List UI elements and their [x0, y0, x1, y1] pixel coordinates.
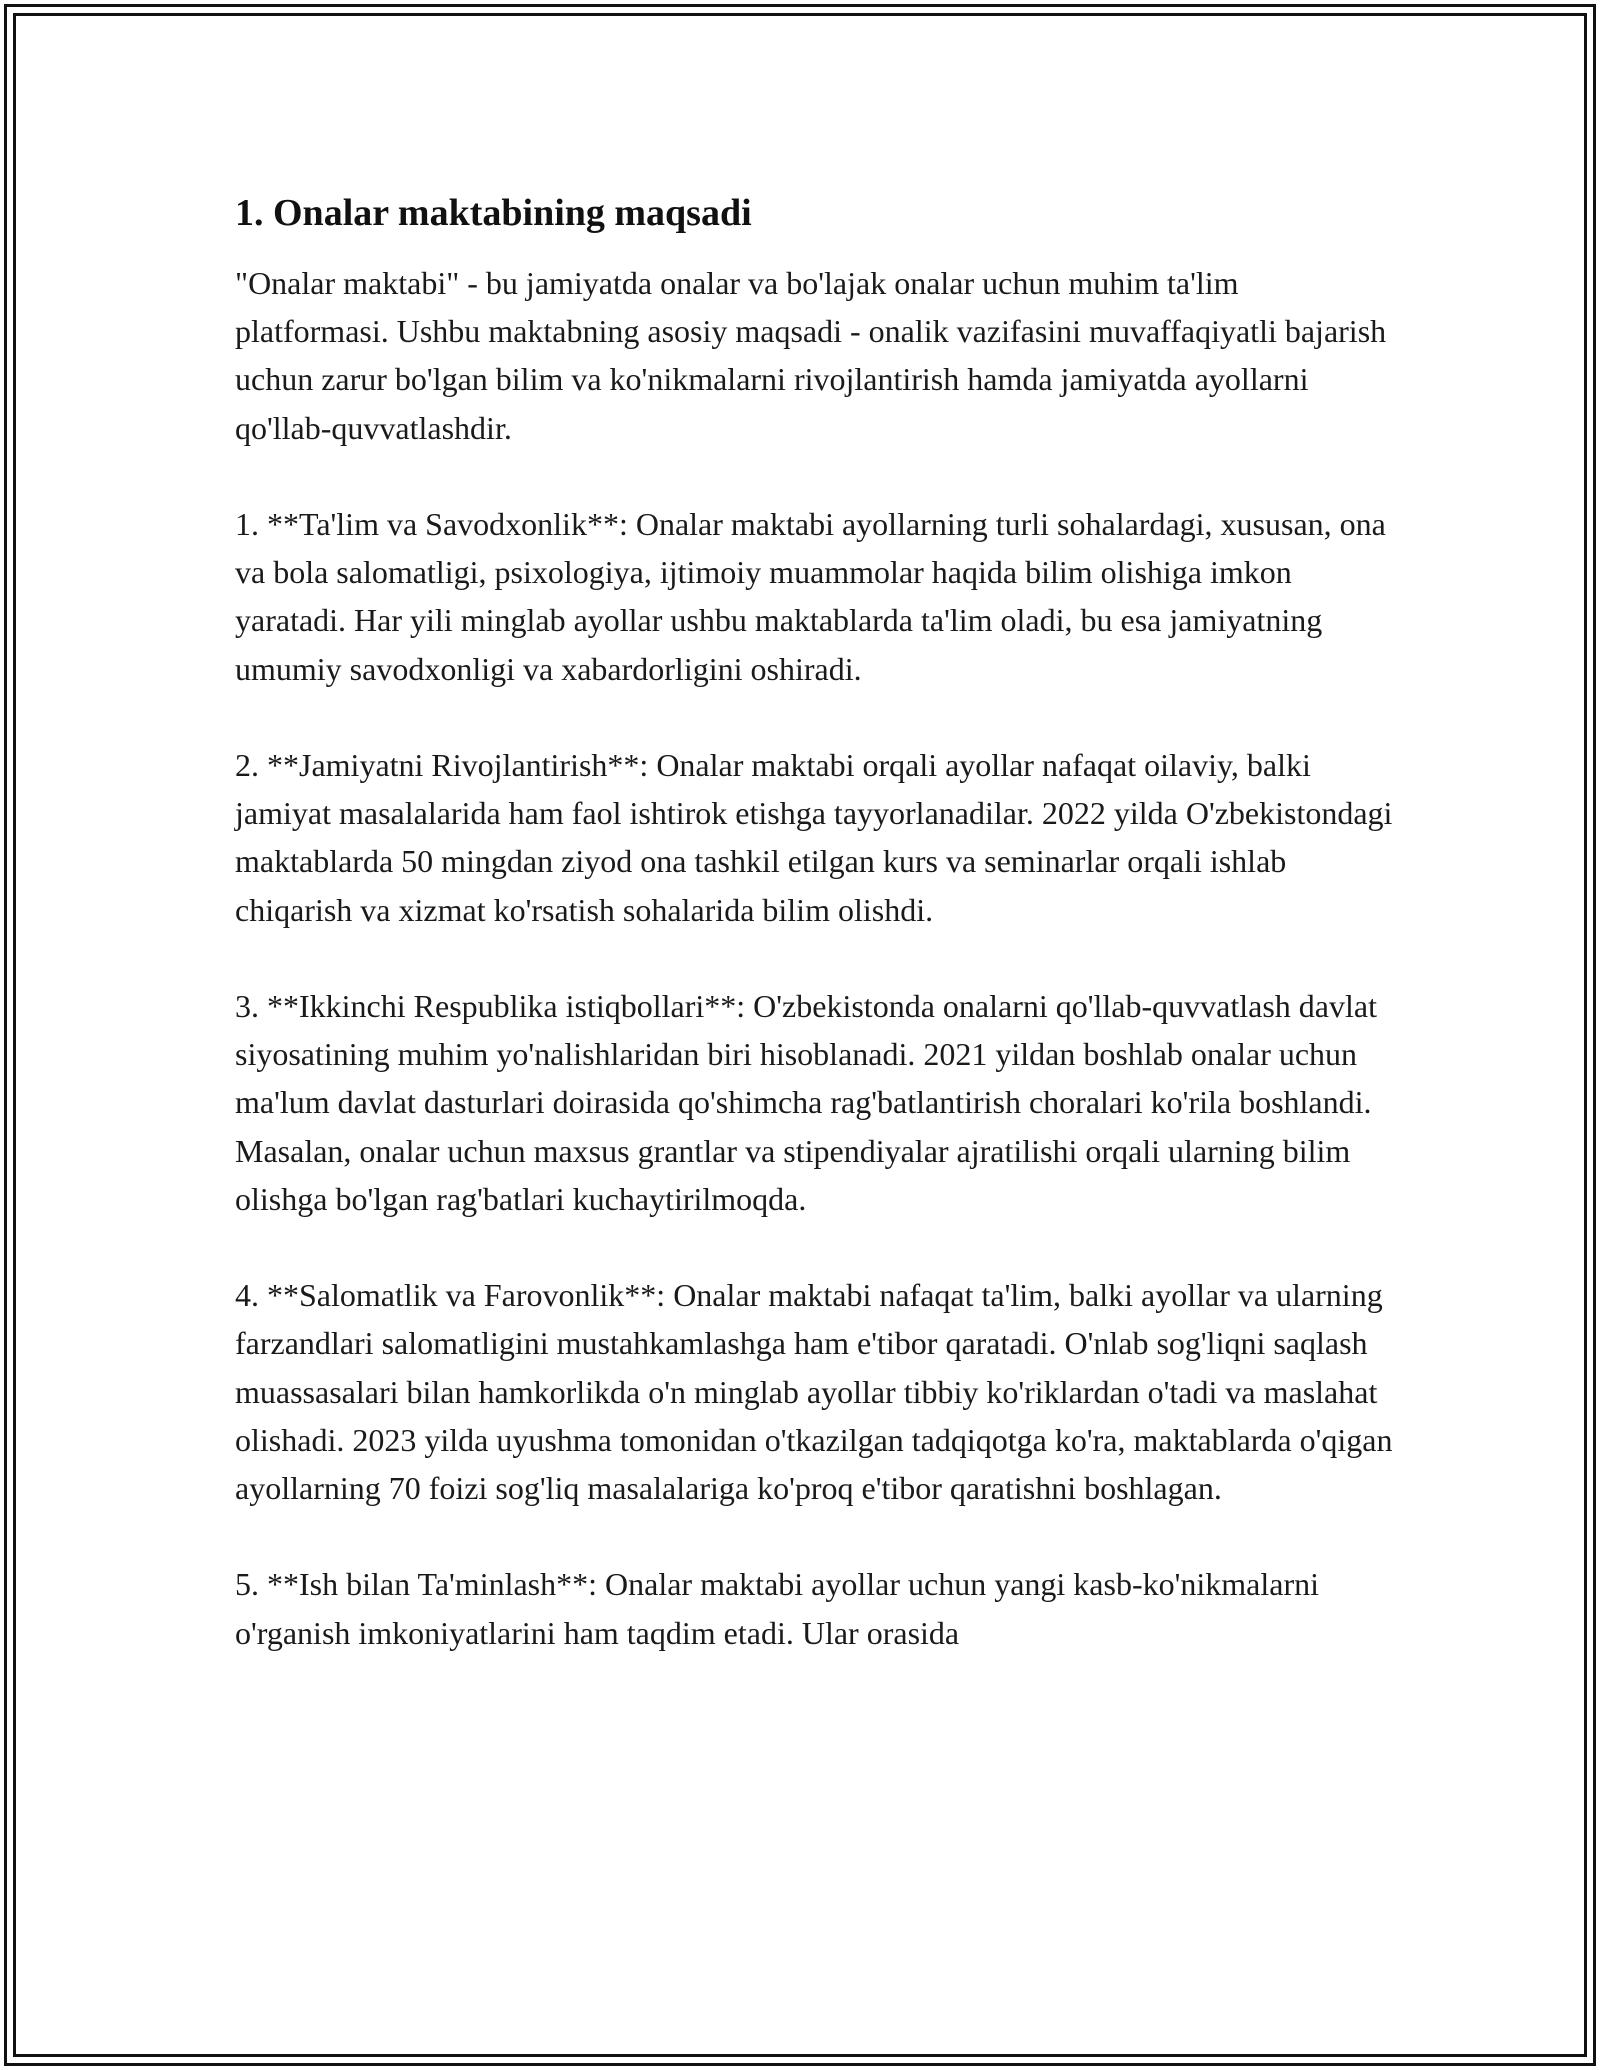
section-heading: 1. Onalar maktabining maqsadi [235, 192, 752, 234]
list-item-society: 2. **Jamiyatni Rivojlantirish**: Onalar maktabi orqali ayollar nafaqat oilaviy, balki jamiyat masalalarida ham faol ishtirok etishga tayyorlanadilar. 2022 yilda O'zbekistondagi maktablarda 50 mingdan ziyod ona tashkil etilgan kurs va seminarlar orqali ishlab chiqarish va xizmat ko'rsatish sohalarida bilim olishdi. [235, 747, 1393, 928]
intro-paragraph: "Onalar maktabi" - bu jamiyatda onalar va bo'lajak onalar uchun muhim ta'lim platformasi. Ushbu maktabning asosiy maqsadi - onalik vazifasini muvaffaqiyatli bajarish uchun zarur bo'lgan bilim va ko'nikmalarni rivojlantirish hamda jamiyatda ayollarni qo'llab-quvvatlashdir. [235, 265, 1387, 446]
document-body [235, 185, 1395, 1657]
list-item-health: 4. **Salomatlik va Farovonlik**: Onalar maktabi nafaqat ta'lim, balki ayollar va ularning farzandlari salomatligini mustahkamlashga ham e'tibor qaratadi. O'nlab sog'liqni saqlash muassasalari bilan hamkorlikda o'n minglab ayollar tibbiy ko'riklardan o'tadi va maslahat olishadi. 2023 yilda uyushma tomonidan o'tkazilgan tadqiqotga ko'ra, maktablarda o'qigan ayollarning 70 foizi sog'liq masalalariga ko'proq e'tibor qaratishni boshlagan. [235, 1277, 1393, 1507]
list-item-republic-prospects: 3. **Ikkinchi Respublika istiqbollari**: O'zbekistonda onalarni qo'llab-quvvatlash davlat siyosatining muhim yo'nalishlaridan biri hisoblanadi. 2021 yildan boshlab onalar uchun ma'lum davlat dasturlari doirasida qo'shimcha rag'batlantirish choralari ko'rila boshlandi. Masalan, onalar uchun maxsus grantlar va stipendiyalar ajratilishi orqali ularning bilim olishga bo'lgan rag'batlari kuchaytirilmoqda. [235, 988, 1377, 1217]
list-item-employment: 5. **Ish bilan Ta'minlash**: Onalar maktabi ayollar uchun yangi kasb-ko'nikmalarni o'rganish imkoniyatlarini ham taqdim etadi. Ular orasida [235, 1566, 1319, 1651]
list-item-education: 1. **Ta'lim va Savodxonlik**: Onalar maktabi ayollarning turli sohalardagi, xususan, ona va bola salomatligi, psixologiya, ijtimoiy muammolar haqida bilim olishiga imkon yaratadi. Har yili minglab ayollar ushbu maktablarda ta'lim oladi, bu esa jamiyatning umumiy savodxonligi va xabardorligini oshiradi. [235, 506, 1386, 687]
